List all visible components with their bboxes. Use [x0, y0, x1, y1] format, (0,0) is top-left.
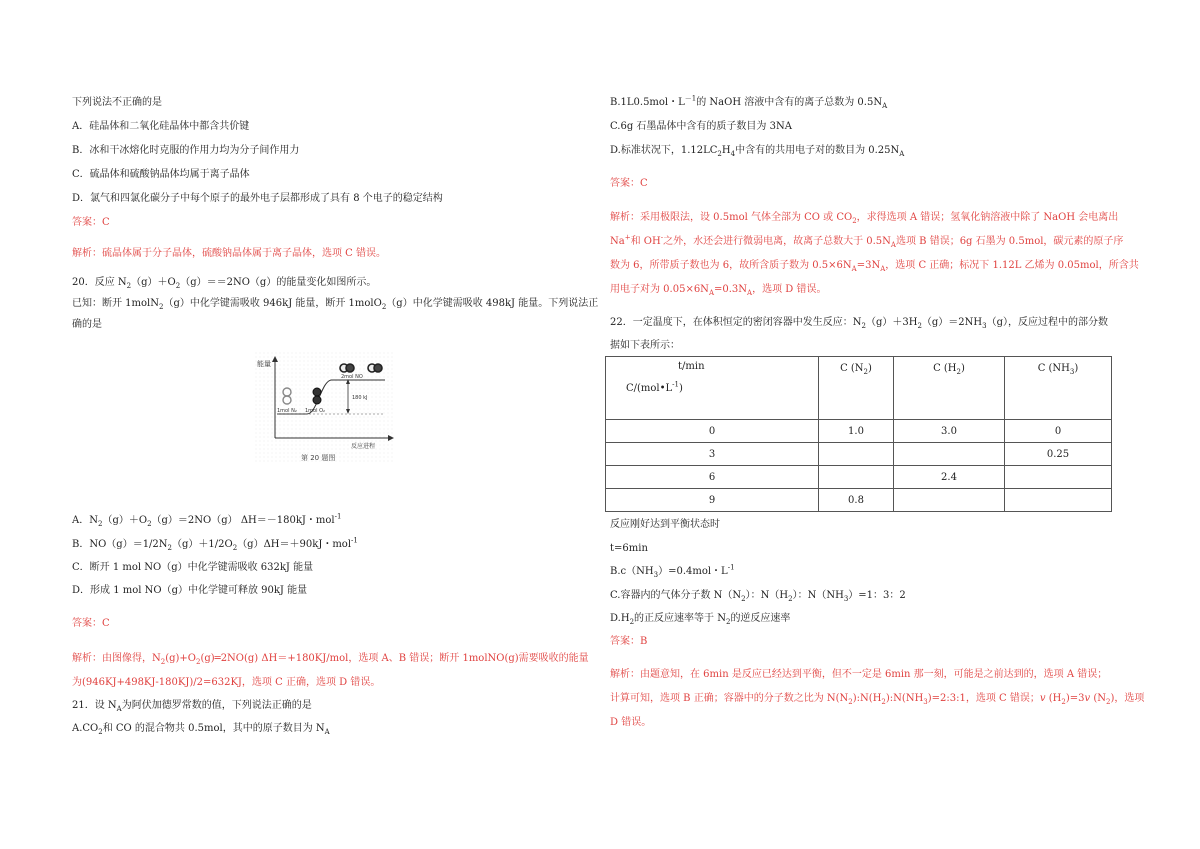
q19-option-a: A．硅晶体和二氧化硅晶体中都含共价键: [72, 121, 250, 132]
q22-answer: 答案：B: [610, 636, 648, 647]
q21-option-d: D.标准状况下，$1.12LC_2H_4$中含有的共用电子对的数目为 $0.25N_A$: [610, 145, 905, 158]
table-cell: 3: [606, 443, 819, 466]
figure-caption: 第 20 题图: [301, 454, 336, 462]
concentration-table: [605, 356, 1112, 512]
x-axis-label: 反应进程: [351, 443, 376, 450]
q19-option-d: D．氯气和四氯化碳分子中每个原子的最外电子层都形成了具有 8 个电子的稳定结构: [72, 193, 443, 204]
q21-answer: 答案：C: [610, 178, 648, 189]
q22-stem-line2: 据如下表所示：: [610, 340, 680, 351]
table-cell: [819, 443, 894, 466]
q20-option-d: D．形成 1 mol NO（g）中化学键可释放 90kJ 能量: [72, 585, 308, 596]
table-cell: [894, 443, 1005, 466]
q20-known: 已知：断开 1molN$_2$（g）中化学键需吸收 946kJ 能量，断开 1molO$_2$（g）中化学键需吸收 498kJ 能量。下列说法正: [72, 298, 599, 311]
table-cell: 3.0: [894, 420, 1005, 443]
table-cell: [894, 489, 1005, 512]
q21-option-c: C.6g 石墨晶体中含有的质子数目为 3NA: [610, 121, 792, 132]
table-cell: 0: [606, 420, 819, 443]
table-row: [606, 466, 1112, 489]
table-cell: [1005, 466, 1112, 489]
o2-label: 1mol O₂: [305, 408, 326, 414]
q21-stem: 21．设 $N_A$为阿伏加德罗常数的值，下列说法正确的是: [72, 700, 312, 713]
table-row: [606, 443, 1112, 466]
table-cell: 1.0: [819, 420, 894, 443]
q22-option-c: C.容器内的气体分子数 $N(N_2)$：$N(H_2)$：$N(NH_3)=1$：3：2: [610, 590, 906, 603]
table-header-row: [606, 357, 1112, 420]
q19-option-b: B．冰和干冰熔化时克服的作用力均为分子间作用力: [72, 145, 300, 156]
q20-known-cont: 确的是: [72, 319, 102, 330]
q22-option-d: $D.H_2$的正反应速率等于 $N_2$的逆反应速率: [610, 613, 791, 626]
table-cell: 9: [606, 489, 819, 512]
q22-analysis-line2: 计算可知，选项 B 正确；容器中的分子数之比为 $N(N_2):N(H_2):N(NH_3)=2:3:1$，选项 C 错误；v $(H_2)=3v$ $(N_2)$，选项: [610, 693, 1145, 706]
table-row: [606, 489, 1112, 512]
q20-stem: 20．反应 $N_2(g)+O_2(g)==2NO(g)$的能量变化如图所示。: [72, 277, 377, 290]
q19-analysis: 解析：硫晶体属于分子晶体，硫酸钠晶体属于离子晶体，选项 C 错误。: [72, 248, 387, 259]
table-cell: 0.25: [1005, 443, 1112, 466]
table-header-corner: t/min $C/(mol•L^{-1})$: [606, 357, 819, 420]
table-cell: [1005, 489, 1112, 512]
q21-analysis-line3: 数为 6，所带质子数也为 6，故所含质子数为 $0.5\times 6N_A=3N_A$，选项 C 正确；标况下 1.12L 乙烯为 0.05mol，所含共: [610, 260, 1139, 273]
q20-analysis-line1: 解析：由图像得，$N_2(g)+O_2(g)═2NO(g)$ ΔH＝+180KJ/mol，选项 A、B 错误；断开 1molNO(g)需要吸收的能量: [72, 653, 589, 666]
q22-analysis-line3: D 错误。: [610, 717, 652, 728]
q21-analysis-line1: 解析：采用极限法，设 0.5mol 气体全部为 CO 或 $CO_2$，求得选项 A 错误；氢氧化钠溶液中除了 NaOH 会电离出: [610, 212, 1119, 225]
q20-answer: 答案：C: [72, 618, 110, 629]
q20-analysis-line2: 为(946KJ+498KJ-180KJ)/2=632KJ，选项 C 正确，选项 D 错误。: [72, 677, 381, 688]
table-cell: 2.4: [894, 466, 1005, 489]
q21-analysis-line4: 用电子对为 $0.05\times 6N_A=0.3N_A$，选项 D 错误。: [610, 284, 827, 297]
top-state-label: 2mol NO: [341, 374, 363, 380]
q21-option-a: $A.CO_2$和 CO 的混合物共 0.5mol，其中的原子数目为 $N_A$: [72, 723, 330, 736]
table-cell: 0: [1005, 420, 1112, 443]
table-header-nh3: C $(NH_3)$: [1005, 357, 1112, 420]
table-row: [606, 420, 1112, 443]
q22-option-b: $B.c(NH_3)=0.4mol$・$L^{-1}$: [610, 563, 735, 579]
table-cell: [819, 466, 894, 489]
table-header-h2: C $(H_2)$: [894, 357, 1005, 420]
q22-option-a-cont: t=6min: [610, 543, 648, 554]
table-cell: 6: [606, 466, 819, 489]
y-axis-label: 能量: [257, 360, 271, 368]
n2-label: 1mol N₂: [277, 408, 297, 414]
q20-option-c: C．断开 1 mol NO（g）中化学键需吸收 632kJ 能量: [72, 562, 314, 573]
q20-option-a: A．$N_2(g)+O_2(g)=2NO(g)$ ΔH＝－180kJ・mol$^{-1}$: [72, 512, 342, 528]
q19-answer: 答案：C: [72, 217, 110, 228]
energy-diagram: [255, 352, 395, 464]
q19-stem: 下列说法不正确的是: [72, 97, 162, 108]
table-header-n2: C $(N_2)$: [819, 357, 894, 420]
q21-option-b: B.1L0.5mol・$L^{-1}$的 NaOH 溶液中含有的离子总数为 $0.5N_A$: [610, 94, 888, 110]
q22-option-a: 反应刚好达到平衡状态时: [610, 519, 720, 530]
energy-label: 180 kJ: [352, 395, 368, 401]
q19-option-c: C．硫晶体和硫酸钠晶体均属于离子晶体: [72, 169, 250, 180]
q22-analysis-line1: 解析：由题意知，在 6min 是反应已经达到平衡，但不一定是 6min 那一刻，可能是之前达到的，选项 A 错误；: [610, 669, 1108, 680]
q21-analysis-line2: Na+和 OH-之外，水还会进行微弱电离，故离子总数大于 $0.5N_A$选项 B 错误；6g 石墨为 0.5mol，碳元素的原子序: [610, 233, 1124, 249]
table-cell: 0.8: [819, 489, 894, 512]
q22-stem-line1: 22．一定温度下，在体积恒定的密闭容器中发生反应：$N_2(g)+3H_2(g)=2NH_3(g)$，反应过程中的部分数: [610, 317, 1109, 330]
q20-option-b: B．$NO(g)=1/2N_2(g)+1/2O_2(g)\Delta H=+90kJ$・mol$^{-1}$: [72, 536, 358, 552]
